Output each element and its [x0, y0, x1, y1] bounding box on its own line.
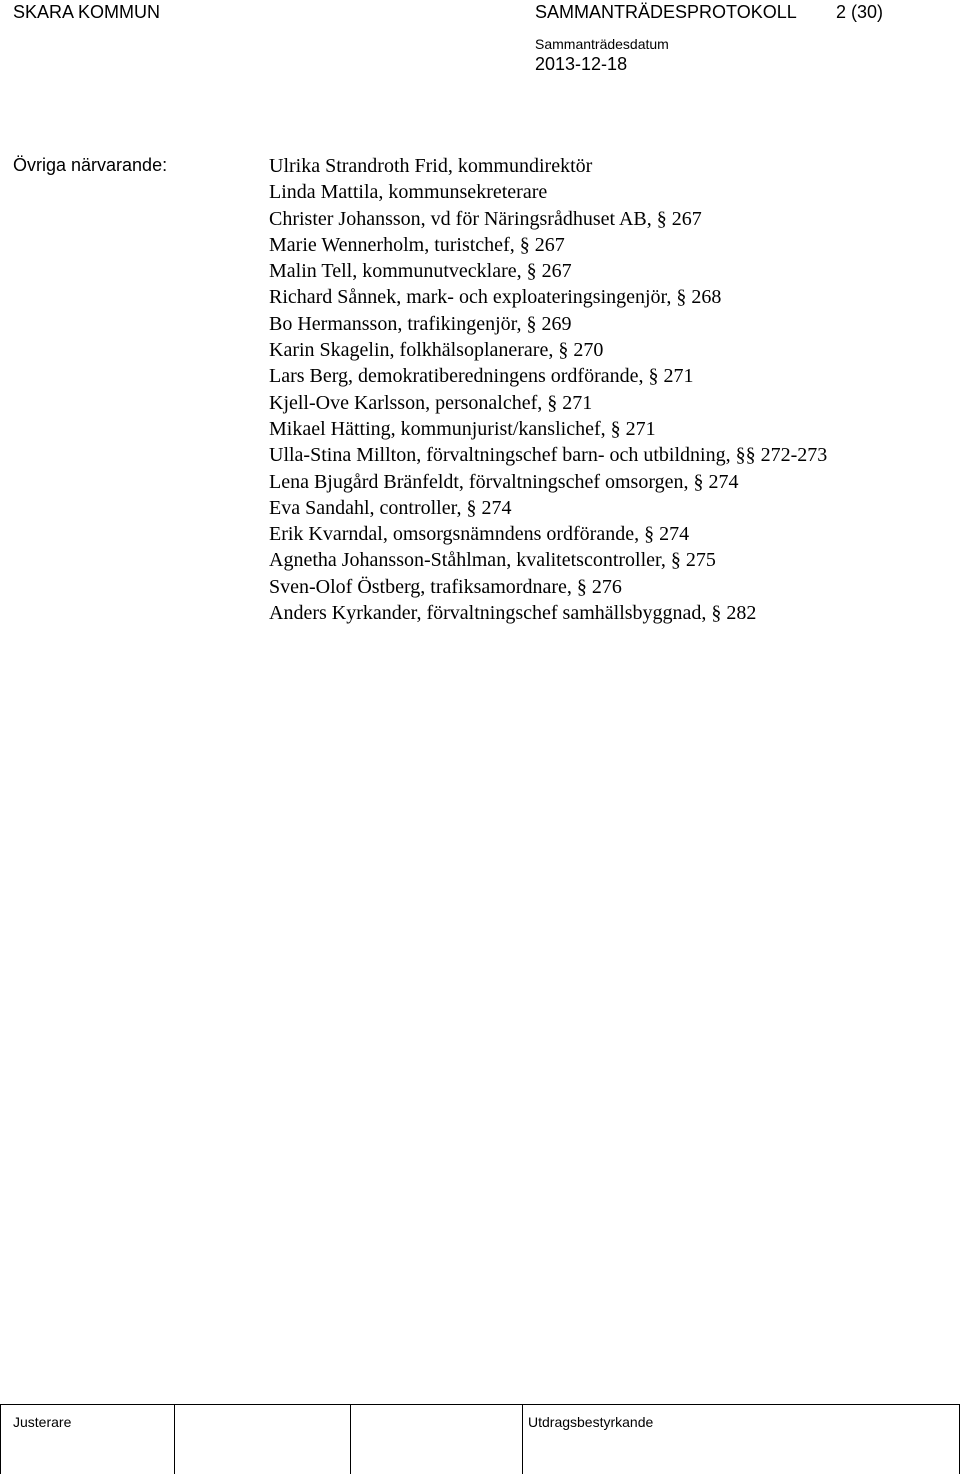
- organization-name: SKARA KOMMUN: [13, 2, 161, 22]
- attendee-item: Kjell-Ove Karlsson, personalchef, § 271: [269, 391, 593, 414]
- attendee-item: Karin Skagelin, folkhälsoplanerare, § 270: [269, 339, 604, 362]
- attendee-list: [269, 153, 827, 626]
- attendee-item: Christer Johansson, vd för Näringsrådhuset AB, § 267: [269, 207, 702, 230]
- signature-footer: [0, 1404, 960, 1473]
- attendee-item: Mikael Hätting, kommunjurist/kanslichef, § 271: [269, 417, 656, 440]
- footer-divider: [522, 1405, 523, 1474]
- document-type: SAMMANTRÄDESPROTOKOLL: [535, 2, 797, 22]
- meeting-date-label: Sammanträdesdatum: [535, 36, 669, 52]
- attendee-item: Malin Tell, kommunutvecklare, § 267: [269, 260, 572, 283]
- utdragsbestyrkande-label: Utdragsbestyrkande: [528, 1414, 654, 1430]
- attendee-item: Lena Bjugård Bränfeldt, förvaltningschef omsorgen, § 274: [269, 470, 739, 493]
- attendee-item: Ulrika Strandroth Frid, kommundirektör: [269, 155, 593, 177]
- footer-divider: [174, 1405, 175, 1474]
- footer-divider: [350, 1405, 351, 1474]
- attendee-item: Agnetha Johansson-Ståhlman, kvalitetscontroller, § 275: [269, 549, 716, 572]
- meeting-date: 2013-12-18: [535, 54, 628, 74]
- attendee-item: Bo Hermansson, trafikingenjör, § 269: [269, 312, 572, 335]
- section-label-other-attendees: Övriga närvarande:: [13, 155, 168, 175]
- attendee-item: Erik Kvarndal, omsorgsnämndens ordförande, § 274: [269, 523, 690, 546]
- attendee-item: Anders Kyrkander, förvaltningschef samhällsbyggnad, § 282: [269, 602, 757, 625]
- attendee-item: Sven-Olof Östberg, trafiksamordnare, § 276: [269, 575, 622, 598]
- attendee-item: Lars Berg, demokratiberedningens ordförande, § 271: [269, 365, 694, 388]
- attendee-item: Marie Wennerholm, turistchef, § 267: [269, 233, 565, 256]
- attendee-item: Eva Sandahl, controller, § 274: [269, 496, 512, 519]
- justerare-label: Justerare: [13, 1414, 72, 1430]
- page-number: 2 (30): [836, 2, 884, 22]
- attendee-item: Linda Mattila, kommunsekreterare: [269, 181, 548, 204]
- footer-divider: [0, 1405, 1, 1474]
- attendee-item: Ulla-Stina Millton, förvaltningschef barn- och utbildning, §§ 272-273: [269, 444, 828, 467]
- attendee-item: Richard Sånnek, mark- och exploateringsingenjör, § 268: [269, 286, 722, 309]
